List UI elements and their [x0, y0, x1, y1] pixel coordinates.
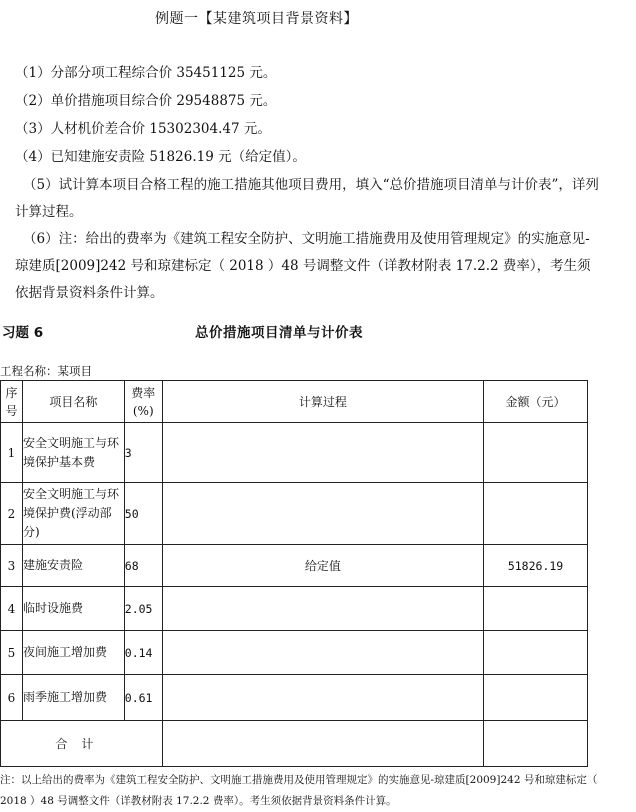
- row-calc[interactable]: [162, 587, 483, 631]
- row-no: 3: [1, 545, 23, 587]
- row-name: 雨季施工增加费: [22, 675, 124, 721]
- row-rate: 2.05: [124, 587, 162, 631]
- measures-table: [0, 380, 588, 767]
- exercise-label: 习题 6: [2, 325, 44, 341]
- row-name: 建施安责险: [22, 545, 124, 587]
- table-row: [1, 483, 588, 545]
- row-amount[interactable]: [484, 631, 588, 675]
- row-amount[interactable]: [484, 423, 588, 483]
- header-calc: 计算过程: [162, 381, 483, 423]
- table-row: [1, 587, 588, 631]
- background-item-2: （2）单价措施项目综合价 29548875 元。: [15, 93, 277, 109]
- table-row: [1, 675, 588, 721]
- row-calc[interactable]: [162, 483, 483, 545]
- total-amount[interactable]: [484, 721, 588, 767]
- table-row: [1, 423, 588, 483]
- background-item-5: （5）试计算本项目合格工程的施工措施其他项目费用，填入“总价措施项目清单与计价表”，详列计算过程。: [15, 177, 599, 220]
- row-no: 1: [1, 423, 23, 483]
- row-name: 夜间施工增加费: [22, 631, 124, 675]
- row-name: 临时设施费: [22, 587, 124, 631]
- header-amount: 金额（元）: [484, 381, 588, 423]
- row-calc[interactable]: [162, 631, 483, 675]
- background-item-6: （6）注：给出的费率为《建筑工程安全防护、文明施工措施费用及使用管理规定》的实施意见-琼建质[2009]242 号和琼建标定（ 2018 ）48 号调整文件（详教材附表 17.2.2 费率），考生须依据背景资料条件计算。: [15, 231, 591, 301]
- row-name: 安全文明施工与环境保护基本费: [22, 423, 124, 483]
- row-calc[interactable]: 给定值: [162, 545, 483, 587]
- row-no: 5: [1, 631, 23, 675]
- table-title: 总价措施项目清单与计价表: [195, 325, 363, 341]
- total-label: 合计: [1, 721, 163, 767]
- row-amount[interactable]: [484, 587, 588, 631]
- row-no: 2: [1, 483, 23, 545]
- row-name: 安全文明施工与环境保护费(浮动部分): [22, 483, 124, 545]
- row-rate: 0.14: [124, 631, 162, 675]
- row-rate: 50: [124, 483, 162, 545]
- row-amount[interactable]: [484, 675, 588, 721]
- row-rate: 0.61: [124, 675, 162, 721]
- row-calc[interactable]: [162, 675, 483, 721]
- background-item-1: （1）分部分项工程综合价 35451125 元。: [15, 65, 277, 81]
- table-total-row: [1, 721, 588, 767]
- footnote: 注：以上给出的费率为《建筑工程安全防护、文明施工措施费用及使用管理规定》的实施意见-琼建质[2009]242 号和琼建标定（ 2018 ）48 号调整文件（详教材附表 17.2.2 费率）。考生须依据背景资料条件计算。: [0, 774, 598, 807]
- table-row: [1, 631, 588, 675]
- header-no: 序号: [1, 381, 23, 423]
- row-no: 4: [1, 587, 23, 631]
- table-header-row: [1, 381, 588, 423]
- header-name: 项目名称: [22, 381, 124, 423]
- row-amount[interactable]: 51826.19: [484, 545, 588, 587]
- row-rate: 3: [124, 423, 162, 483]
- header-rate: 费率(%): [124, 381, 162, 423]
- row-amount[interactable]: [484, 483, 588, 545]
- total-calc[interactable]: [162, 721, 483, 767]
- row-no: 6: [1, 675, 23, 721]
- row-rate: 68: [124, 545, 162, 587]
- background-item-3: （3）人材机价差合价 15302304.47 元。: [15, 121, 271, 137]
- page-title: 例题一【某建筑项目背景资料】: [155, 11, 358, 27]
- row-calc[interactable]: [162, 423, 483, 483]
- table-row: [1, 545, 588, 587]
- project-name: 工程名称：某项目: [0, 364, 92, 378]
- background-item-4: （4）已知建施安责险 51826.19 元（给定值）。: [15, 149, 306, 165]
